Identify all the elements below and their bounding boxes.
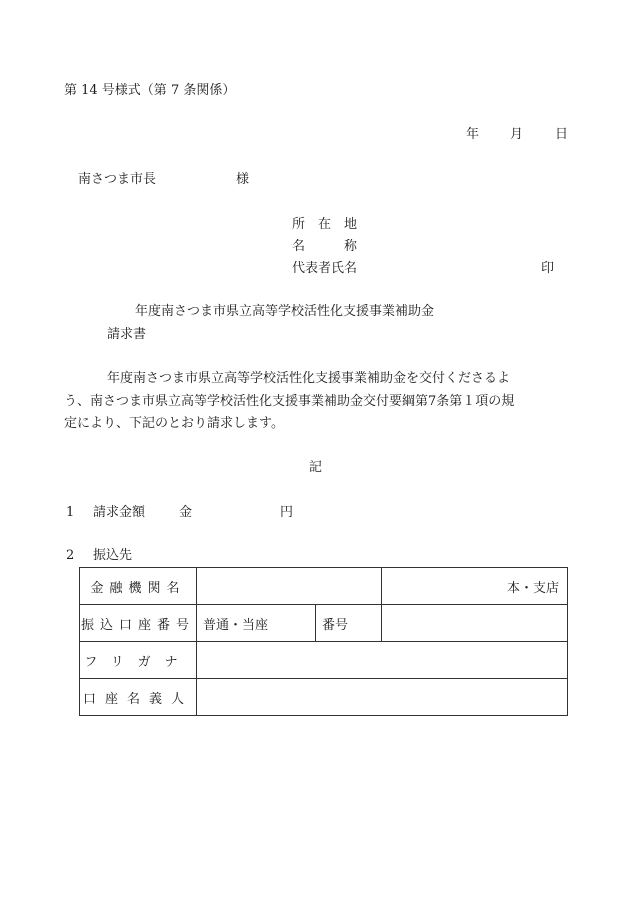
seal-mark: 印	[541, 261, 555, 276]
table-row	[80, 568, 568, 605]
account-number-label: 振込口座番号	[80, 605, 197, 642]
table-row	[80, 605, 568, 642]
addressee-name: 南さつま市長	[78, 172, 157, 187]
account-holder-field[interactable]	[197, 679, 568, 716]
body-text-line3: 定により、下記のとおり請求します。	[64, 416, 284, 431]
item2-label: 振込先	[93, 548, 133, 563]
bank-name-label: 金融機関名	[80, 568, 197, 605]
addressee-honorific: 様	[236, 172, 250, 187]
account-type-label: 普通・当座	[197, 605, 316, 642]
body-text-line1: 年度南さつま市県立高等学校活性化支援事業補助金を交付くださるよ	[107, 371, 511, 386]
body-text-line2: う、南さつま市県立高等学校活性化支援事業補助金交付要綱第7条第１項の規	[64, 394, 515, 409]
furigana-label: フリガナ	[80, 642, 197, 679]
table-row	[80, 679, 568, 716]
date-year: 年	[466, 127, 480, 142]
account-holder-label: 口座名義人	[80, 679, 197, 716]
document-title-line2: 請求書	[107, 327, 147, 342]
branch-label: 本・支店	[382, 568, 568, 605]
date-day: 日	[555, 127, 569, 142]
document-title-line1: 年度南さつま市県立高等学校活性化支援事業補助金	[135, 304, 435, 319]
applicant-address-label: 所 在 地	[292, 217, 358, 232]
item1-label: 請求金額	[93, 505, 146, 520]
applicant-name-label: 名 称	[292, 239, 358, 254]
date-month: 月	[510, 127, 524, 142]
item1-kin: 金	[179, 505, 193, 520]
bank-name-field[interactable]	[197, 568, 382, 605]
account-number-field[interactable]	[382, 605, 568, 642]
applicant-representative-label: 代表者氏名	[292, 261, 358, 276]
bank-transfer-table	[79, 567, 568, 716]
form-number: 第 14 号様式（第 7 条関係）	[64, 83, 236, 98]
ki-heading: 記	[309, 460, 323, 475]
item1-number: 1	[66, 505, 75, 520]
item1-yen: 円	[280, 505, 294, 520]
number-label: 番号	[316, 605, 382, 642]
table-row	[80, 642, 568, 679]
furigana-field[interactable]	[197, 642, 568, 679]
item2-number: 2	[66, 548, 75, 563]
